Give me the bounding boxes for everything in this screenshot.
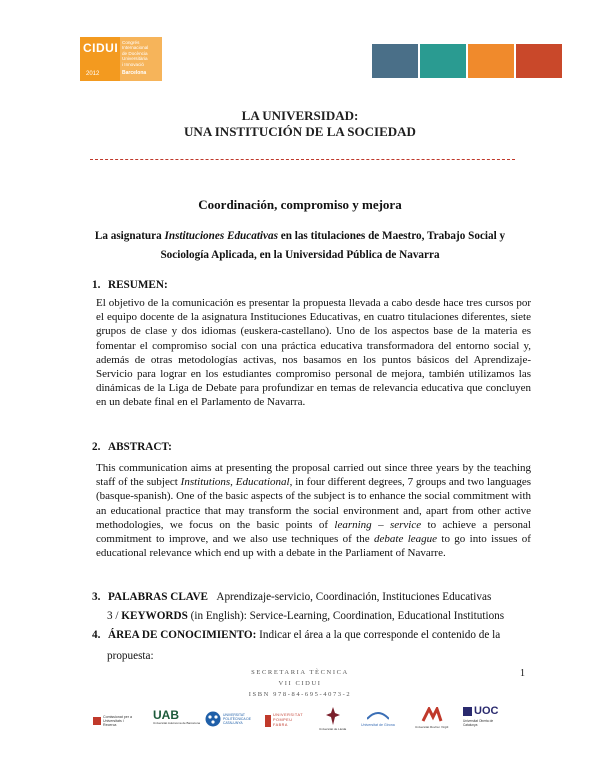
work-title-line2: Sociología Aplicada, en la Universidad Pública de Navarra	[160, 249, 440, 261]
uoc-icon	[463, 707, 472, 716]
footer-isbn: ISBN 978-84-695-4073-2	[248, 691, 352, 698]
section-resumen-heading	[92, 279, 168, 291]
section-number: 3.	[92, 591, 101, 603]
header-color-blocks	[372, 44, 562, 78]
color-block	[516, 44, 562, 78]
section-number: 2.	[92, 441, 101, 453]
partner-subname: Universitat Autònoma de Barcelona	[153, 721, 201, 725]
partner-name: Universitat de Girona	[361, 723, 395, 727]
logo-city: Barcelona	[122, 70, 147, 77]
logo-line: de Docència	[122, 50, 148, 56]
area-text: Indicar el área a la que corresponde el contenido de la	[259, 629, 501, 641]
resumen-text: El objetivo de la comunicación es presentar la propuesta llevada a cabo desde hace tres cursos por el equipo docente de la asignatura Instituciones Educativas, en cuatro titulaciones diferentes, siete grupos de clase y dos idiomas (euskera-castellano). Uno de los aspectos base de la materia es fomentar el compromiso social con una práctica educativa transformadora del entorno social y, además de otras metodologías activas, nos basamos en los puntos básicos del Aprendizaje-Servicio para lograr en los estudiantes compromiso personal de mejora, también utilizamos las dinámicas de la Liga de Debate para profundizar en temas de relevancia educativa que concluyen en un debate final en el Parlamento de Navarra.	[96, 297, 531, 409]
upc-icon	[205, 711, 221, 727]
partner-name: UOC	[474, 705, 499, 717]
udg-icon	[367, 711, 389, 721]
partner-name: Universitat de Lleida	[319, 727, 347, 731]
partner-logo-uoc	[463, 705, 503, 727]
abstract-italic-subject: Institutions, Educational	[180, 476, 290, 489]
abstract-text	[96, 461, 531, 560]
paper-subtitle: Coordinación, compromiso y mejora	[198, 197, 402, 212]
page-number: 1	[520, 668, 525, 679]
color-block	[468, 44, 514, 78]
section-area-line1	[92, 629, 532, 641]
partner-name: Universitat Rovira i Virgili	[415, 725, 449, 729]
keywords-es: Aprendizaje-servicio, Coordinación, Instituciones Educativas	[216, 591, 492, 603]
urv-icon	[421, 707, 443, 723]
footer-event: VII CIDUI	[278, 680, 322, 687]
work-title-line1	[0, 230, 600, 242]
footer-secretaria: SECRETARIA TÈCNICA	[251, 669, 349, 676]
section-title: ABSTRACT:	[108, 441, 172, 453]
logo-line: Internacional	[122, 45, 149, 51]
work-title-subject: Instituciones Educativas	[164, 230, 278, 242]
work-title-part1: La asignatura	[94, 230, 165, 242]
partner-logo-udl	[319, 707, 346, 731]
keywords-en-heading: KEYWORDS	[121, 610, 188, 622]
partner-name: UNIVERSITAT POLITÈCNICA DE CATALUNYA	[223, 713, 252, 725]
abstract-text-part: to achieve a personal commitment to improve, and we also use techniques of the	[96, 518, 531, 546]
abstract-italic-learning: learning – service	[334, 518, 422, 531]
area-text-line2: propuesta:	[107, 650, 154, 662]
work-title-part3: en las titulaciones de Maestro, Trabajo Social y	[277, 230, 506, 242]
partner-name: Comissionat per a Universitats i Recerca	[103, 715, 132, 727]
section-number: 1.	[92, 279, 101, 291]
color-block	[372, 44, 418, 78]
title-divider	[90, 159, 515, 160]
page-title-line2: UNA INSTITUCIÓN DE LA SOCIEDAD	[184, 124, 416, 139]
color-block	[420, 44, 466, 78]
cidui-logo-year: 2012	[86, 71, 100, 77]
generalitat-icon	[93, 717, 101, 725]
abstract-text-part: , in four different degrees, 7 groups and two languages (basque-spanish). One of the basic aspects of the subject is to enhance the social commitment with an educational practice that may transform the social environment and, apart from other active methodologies, we focus on the basic points of	[96, 476, 532, 531]
udl-icon	[326, 707, 340, 725]
section-title: PALABRAS CLAVE	[108, 591, 208, 603]
cidui-logo-word: CIDUI	[83, 41, 119, 55]
logo-line: i Innovació	[122, 61, 144, 67]
cidui-logo	[80, 37, 162, 81]
abstract-italic-debate: debate league	[374, 533, 438, 546]
keywords-en: (in English): Service-Learning, Coordination, Educational Institutions	[187, 610, 505, 622]
cidui-logo-mark	[80, 37, 120, 81]
logo-line: Universitària	[122, 56, 148, 62]
partner-logo-upf	[265, 713, 305, 728]
section-abstract-heading	[92, 441, 172, 453]
section-number: 4.	[92, 629, 101, 641]
upf-icon	[265, 715, 271, 727]
abstract-text-part: to go into issues of educational relevance which end up with a debate in the Parliament of Navarre.	[96, 533, 531, 560]
page-title-line1: LA UNIVERSIDAD:	[241, 108, 359, 123]
partner-logo-udg	[361, 711, 395, 727]
logo-line: Congrés	[122, 40, 140, 45]
abstract-text-part: This communication aims at presenting the proposal carried out since three years by the teaching staff of the subject	[96, 462, 531, 489]
partner-logo-urv	[415, 707, 448, 729]
partner-subname: Universitat Oberta de Catalunya	[463, 719, 494, 727]
section-keywords-line2	[107, 610, 537, 622]
section-keywords-line1	[92, 591, 532, 603]
partner-name: UNIVERSITAT POMPEU FABRA	[273, 713, 303, 727]
partner-logo-uab	[153, 709, 200, 725]
cidui-logo-info	[120, 37, 162, 81]
keywords-prefix: 3 /	[107, 610, 122, 622]
partner-logo-upc	[205, 711, 259, 727]
partner-name: UAB	[153, 708, 179, 722]
section-title: ÁREA DE CONOCIMIENTO:	[108, 629, 257, 641]
section-title: RESUMEN:	[108, 279, 168, 291]
partner-logo-generalitat	[93, 715, 137, 727]
partner-logos	[93, 703, 513, 743]
